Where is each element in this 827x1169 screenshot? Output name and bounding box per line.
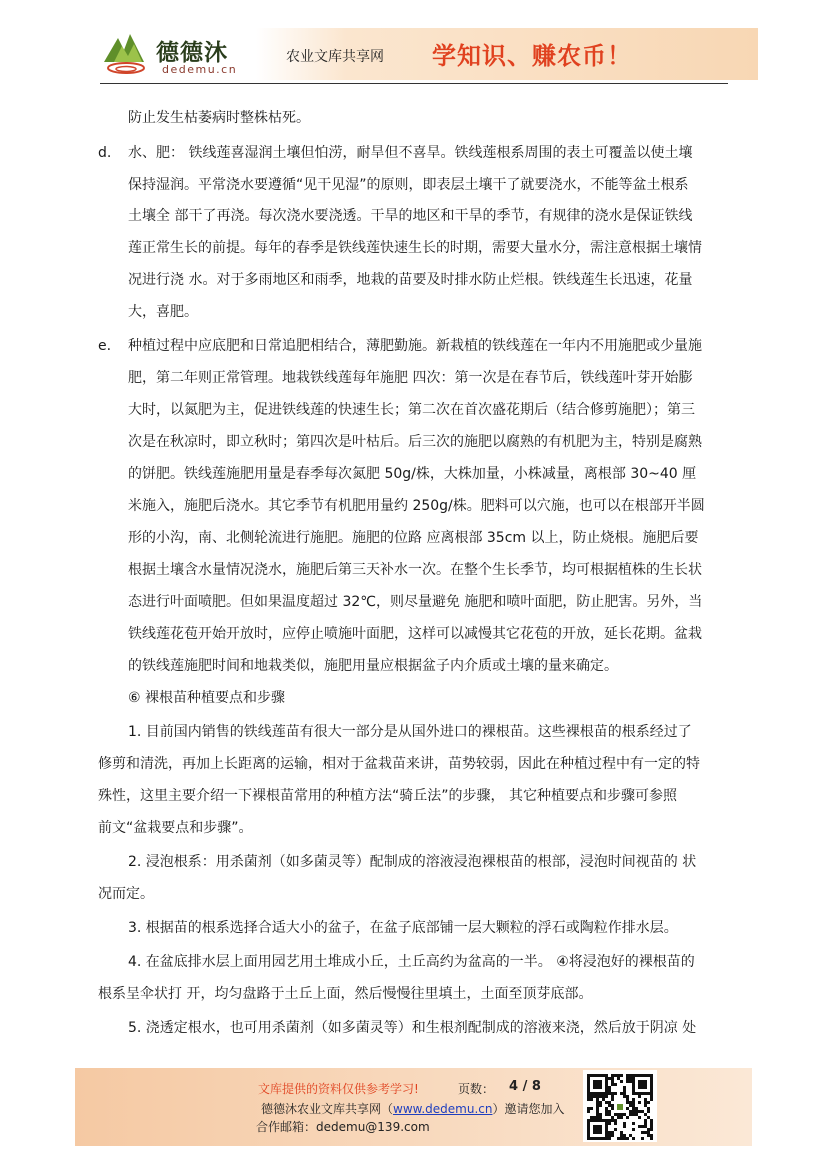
text-line: 5. 浇透定根水，也可用杀菌剂（如多菌灵等）和生根剂配制成的溶液来浇，然后放于阴凉 处 [128, 1020, 697, 1036]
text-line: 大时，以氮肥为主，促进铁线莲的快速生长；第二次在首次盛花期后（结合修剪施肥）；第三 [128, 402, 695, 418]
text-line: 根系呈伞状打 开，均匀盘路于土丘上面，然后慢慢往里填土，土面至顶芽底部。 [98, 986, 593, 1002]
qr-code-icon[interactable] [583, 1070, 657, 1142]
text-line: 况而定。 [98, 886, 154, 902]
text-line: 形的小沟，南、北侧轮流进行施肥。施肥的位路 应离根部 35cm 以上，防止烧根。施肥后要 [128, 530, 699, 546]
page-current: 4 [509, 1079, 519, 1094]
invite-line [261, 1100, 565, 1117]
invite-prefix: 德德沐农业文库共享网（ [261, 1102, 394, 1116]
disclaimer-text: 文库提供的资料仅供参考学习! [258, 1082, 419, 1096]
text-line: 大，喜肥。 [128, 304, 198, 320]
logo-text-cn: 德德沐 [156, 40, 228, 66]
contact-email: 合作邮箱：dedemu@139.com [256, 1120, 430, 1134]
list-marker-d: d. [98, 145, 112, 161]
logo-text-en: dedemu.cn [162, 63, 238, 76]
qr-code-graphic [583, 1070, 657, 1142]
text-line: 态进行叶面喷肥。但如果温度超过 32℃，则尽量避免 施肥和喷叶面肥，防止肥害。另外，当 [128, 594, 703, 610]
text-line: 防止发生枯萎病时整株枯死。 [128, 110, 310, 126]
text-line: 2. 浸泡根系：用杀菌剂（如多菌灵等）配制成的溶液浸泡裸根苗的根部，浸泡时间视苗的 状 [128, 854, 697, 870]
page-separator: / [518, 1079, 532, 1094]
page-footer [75, 1068, 752, 1146]
page-total: 8 [531, 1079, 541, 1094]
site-link[interactable]: www.dedemu.cn [393, 1102, 493, 1116]
text-line: 莲正常生长的前提。每年的春季是铁线莲快速生长的时期，需要大量水分，需注意根据土壤情 [128, 240, 702, 256]
site-logo[interactable] [100, 28, 260, 80]
page-indicator [509, 1079, 541, 1094]
text-line: 殊性，这里主要介绍一下裸根苗常用的种植方法“骑丘法”的步骤， 其它种植要点和步骤可参照 [98, 788, 677, 804]
text-line: 土壤全 部干了再浇。每次浇水要浇透。干旱的地区和干旱的季节，有规律的浇水是保证铁线 [128, 208, 693, 224]
text-line: 的饼肥。铁线莲施肥用量是春季每次氮肥 50g/株，大株加量，小株减量，离根部 30~40 厘 [128, 466, 697, 482]
header-banner [256, 28, 758, 80]
text-line: 的铁线莲施肥时间和地栽类似，施肥用量应根据盆子内介质或土壤的量来确定。 [128, 658, 618, 674]
list-marker-e: e. [98, 338, 112, 354]
text-line: 况进行浇 水。对于多雨地区和雨季，地栽的苗要及时排水防止烂根。铁线莲生长迅速，花量 [128, 272, 693, 288]
text-line: 1. 目前国内销售的铁线莲苗有很大一部分是从国外进口的裸根苗。这些裸根苗的根系经过了 [128, 724, 692, 740]
mountain-logo-icon [100, 28, 156, 78]
text-line: 水、肥： 铁线莲喜湿润土壤但怕涝，耐旱但不喜旱。铁线莲根系周围的表土可覆盖以使土壤 [128, 145, 693, 161]
text-line: 3. 根据苗的根系选择合适大小的盆子，在盆子底部铺一层大颗粒的浮石或陶粒作排水层。 [128, 920, 678, 936]
text-line: 修剪和清洗，再加上长距离的运输，相对于盆栽苗来讲，苗势较弱，因此在种植过程中有一定的特 [98, 756, 700, 772]
text-line: 保持湿润。平常浇水要遵循“见干见湿”的原则，即表层土壤干了就要浇水，不能等盆土根系 [128, 177, 689, 193]
page-header [0, 0, 827, 90]
text-line: 前文“盆栽要点和步骤”。 [98, 820, 253, 836]
text-line: 4. 在盆底排水层上面用园艺用土堆成小丘，土丘高约为盆高的一半。 ④将浸泡好的裸根苗的 [128, 954, 695, 970]
text-line: 铁线莲花苞开始开放时，应停止喷施叶面肥，这样可以减慢其它花苞的开放，延长花期。盆栽 [128, 626, 702, 642]
site-name: 农业文库共享网 [286, 49, 384, 65]
invite-suffix: ）邀请您加入 [492, 1102, 565, 1116]
section-heading: ⑥ 裸根苗种植要点和步骤 [128, 690, 286, 706]
header-divider [100, 83, 728, 84]
text-line: 种植过程中应底肥和日常追肥相结合，薄肥勤施。新栽植的铁线莲在一年内不用施肥或少量施 [128, 338, 702, 354]
text-line: 根据土壤含水量情况浇水，施肥后第三天补水一次。在整个生长季节，均可根据植株的生长状 [128, 562, 702, 578]
text-line: 肥，第二年则正常管理。地栽铁线莲每年施肥 四次：第一次是在春节后，铁线莲叶芽开始膨 [128, 370, 693, 386]
text-line: 次是在秋凉时，即立秋时；第四次是叶枯后。后三次的施肥以腐熟的有机肥为主，特别是腐熟 [128, 434, 702, 450]
page-label: 页数： [458, 1082, 495, 1096]
text-line: 米施入，施肥后浇水。其它季节有机肥用量约 250g/株。肥料可以穴施，也可以在根部开半圆 [128, 498, 705, 514]
slogan: 学知识、赚农币！ [432, 42, 632, 70]
